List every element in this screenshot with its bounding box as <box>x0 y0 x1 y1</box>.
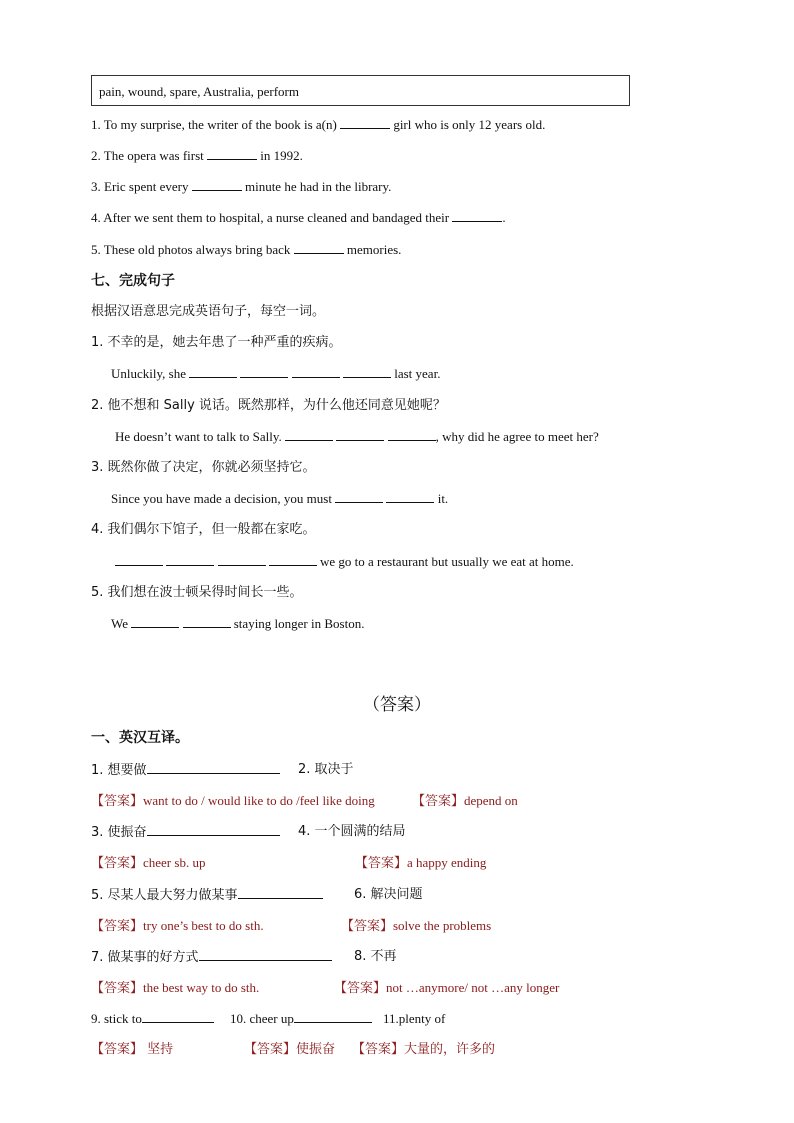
item-number: 5. <box>91 242 101 257</box>
item-text-after: . <box>502 210 506 225</box>
answer-blank[interactable] <box>238 886 323 899</box>
answer-11: 【答案】大量的，许多的 <box>352 1042 496 1057</box>
answer-blank[interactable] <box>240 365 288 378</box>
answer-7: 【答案】the best way to do sth. <box>91 980 260 995</box>
answer-blank[interactable] <box>386 490 434 503</box>
sentence-4-chinese: 4. 我们偶尔下馆子，但一般都在家吃。 <box>91 522 316 537</box>
item-text-before: The opera was first <box>103 148 204 163</box>
answer-blank[interactable] <box>340 116 390 129</box>
answer-blank[interactable] <box>131 615 179 628</box>
sentence-text-after: staying longer in Boston. <box>233 616 365 631</box>
answer-blank[interactable] <box>218 553 266 566</box>
question-text: 7. 做某事的好方式 <box>91 950 199 965</box>
answer-8: 【答案】not …anymore/ not …any longer <box>334 980 560 995</box>
answers-title: （答案） <box>363 695 431 715</box>
answer-blank[interactable] <box>285 428 333 441</box>
item-text-before: Eric spent every <box>104 179 189 194</box>
vocab-question-9 <box>91 1010 214 1028</box>
answer-6: 【答案】solve the problems <box>341 918 492 933</box>
answer-blank[interactable] <box>147 823 280 836</box>
answer-blank[interactable] <box>192 178 242 191</box>
vocab-question-10 <box>230 1010 372 1028</box>
answer-10: 【答案】使振奋 <box>244 1042 336 1057</box>
answer-blank[interactable] <box>183 615 231 628</box>
section-7-title: 七、完成句子 <box>91 273 175 289</box>
question-text: 5. 尽某人最大努力做某事 <box>91 888 238 903</box>
word-bank-box <box>91 75 630 106</box>
fill-item-3 <box>91 178 391 196</box>
item-text-after: girl who is only 12 years old. <box>393 117 546 132</box>
question-text: 3. 使振奋 <box>91 825 147 840</box>
question-text: 9. stick to <box>91 1011 142 1026</box>
question-text: 10. cheer up <box>230 1011 294 1026</box>
vocab-question-1 <box>91 761 280 780</box>
sentence-2-chinese: 2. 他不想和 Sally 说话。既然那样，为什么他还同意见她呢？ <box>91 398 446 413</box>
answer-4: 【答案】a happy ending <box>355 855 487 870</box>
vocab-question-3 <box>91 823 280 842</box>
answer-2: 【答案】depend on <box>412 793 518 808</box>
sentence-text-before: We <box>111 616 128 631</box>
sentence-text-before: Since you have made a decision, you must <box>111 491 332 506</box>
sentence-4-english <box>115 553 574 571</box>
fill-item-5 <box>91 241 401 259</box>
answer-3: 【答案】cheer sb. up <box>91 855 206 870</box>
sentence-1-chinese: 1. 不幸的是，她去年患了一种严重的疾病。 <box>91 335 342 350</box>
item-text-after: minute he had in the library. <box>244 179 392 194</box>
sentence-2-english <box>115 428 599 446</box>
section-7-instruction: 根据汉语意思完成英语句子，每空一词。 <box>91 304 326 319</box>
answers-section-1-title: 一、英汉互译。 <box>91 730 189 746</box>
sentence-text-after: , why did he agree to meet her? <box>435 429 599 444</box>
item-number: 1. <box>91 117 101 132</box>
answer-1: 【答案】want to do / would like to do /feel like doing <box>91 793 375 808</box>
sentence-1-english <box>111 365 440 383</box>
sentence-3-english <box>111 490 448 508</box>
vocab-question-2: 2. 取决于 <box>298 762 354 777</box>
sentence-5-english <box>111 615 364 633</box>
answer-blank[interactable] <box>388 428 436 441</box>
sentence-text-before: He doesn’t want to talk to Sally. <box>115 429 282 444</box>
fill-item-4 <box>91 209 506 227</box>
item-text-after: in 1992. <box>260 148 303 163</box>
answer-blank[interactable] <box>335 490 383 503</box>
answer-blank[interactable] <box>292 365 340 378</box>
sentence-text-after: last year. <box>394 366 441 381</box>
vocab-question-8: 8. 不再 <box>354 949 397 964</box>
item-number: 2. <box>91 148 101 163</box>
fill-item-2 <box>91 147 303 165</box>
answer-blank[interactable] <box>294 1010 372 1023</box>
sentence-5-chinese: 5. 我们想在波士顿呆得时间长一些。 <box>91 585 303 600</box>
answer-blank[interactable] <box>207 147 257 160</box>
vocab-question-6: 6. 解决问题 <box>354 887 423 902</box>
answer-blank[interactable] <box>147 761 280 774</box>
item-text-after: memories. <box>346 242 402 257</box>
answer-9: 【答案】 坚持 <box>91 1042 174 1057</box>
item-text-before: These old photos always bring back <box>103 242 291 257</box>
sentence-text-after: it. <box>437 491 449 506</box>
answer-blank[interactable] <box>115 553 163 566</box>
answer-blank[interactable] <box>452 209 502 222</box>
item-text-before: After we sent them to hospital, a nurse cleaned and bandaged their <box>103 210 450 225</box>
item-number: 4. <box>91 210 101 225</box>
word-bank-text: pain, wound, spare, Australia, perform <box>99 84 300 99</box>
question-text: 1. 想要做 <box>91 763 147 778</box>
item-number: 3. <box>91 179 101 194</box>
sentence-text-before: Unluckily, she <box>111 366 186 381</box>
vocab-question-11: 11.plenty of <box>383 1011 446 1026</box>
vocab-question-4: 4. 一个圆满的结局 <box>298 824 406 839</box>
answer-5: 【答案】try one’s best to do sth. <box>91 918 264 933</box>
answer-blank[interactable] <box>142 1010 214 1023</box>
fill-item-1 <box>91 116 545 134</box>
item-text-before: To my surprise, the writer of the book is a(n) <box>103 117 337 132</box>
answer-blank[interactable] <box>294 241 344 254</box>
answer-blank[interactable] <box>199 948 332 961</box>
answer-blank[interactable] <box>166 553 214 566</box>
answer-blank[interactable] <box>336 428 384 441</box>
vocab-question-7 <box>91 948 332 967</box>
answer-blank[interactable] <box>343 365 391 378</box>
sentence-text-after: we go to a restaurant but usually we eat at home. <box>320 554 574 569</box>
answer-blank[interactable] <box>189 365 237 378</box>
answer-blank[interactable] <box>269 553 317 566</box>
vocab-question-5 <box>91 886 323 905</box>
sentence-3-chinese: 3. 既然你做了决定，你就必须坚持它。 <box>91 460 316 475</box>
